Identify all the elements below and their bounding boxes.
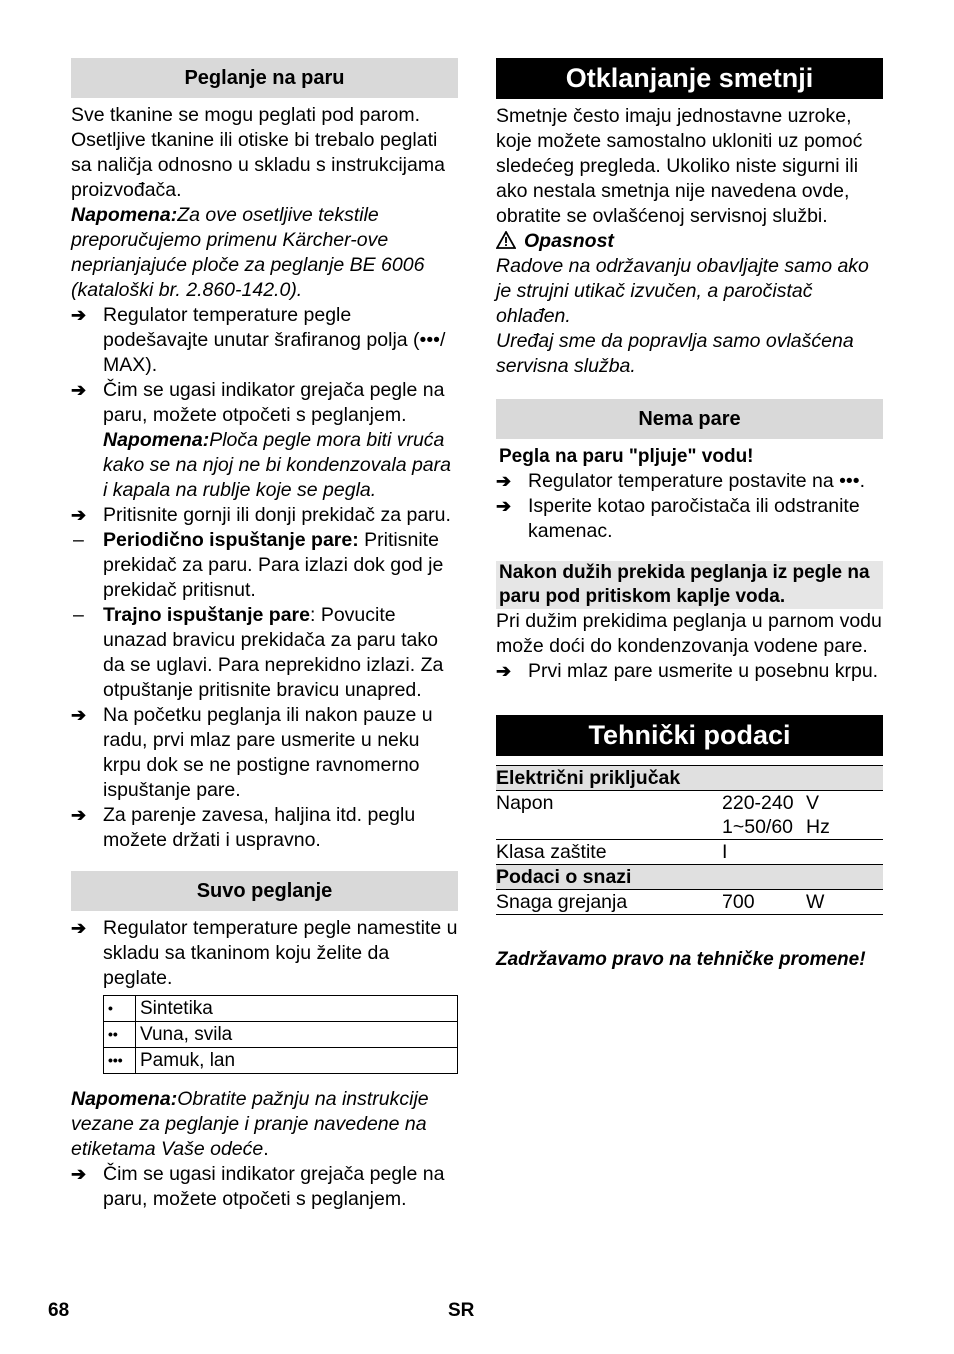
language-code: SR <box>448 1300 475 1321</box>
section-title-troubleshooting: Otklanjanje smetnji <box>496 58 883 99</box>
tech-value: I <box>722 840 806 865</box>
dots-cell: • <box>104 996 136 1022</box>
note-label: Napomena: <box>103 429 210 451</box>
list-item <box>71 916 458 991</box>
danger-text-2: Uređaj sme da popravlja samo ovlašćena servisna služba. <box>496 330 854 377</box>
table-row <box>104 1048 458 1074</box>
list-item-text: Regulator temperature postavite na •••. <box>528 470 865 492</box>
danger-text-1: Radove na održavanju obavljajte samo ako je strujni utikač izvučen, a paročistač ohlađen. <box>496 255 869 327</box>
list-item-text: Regulator temperature pegle podešavajte unutar šrafiranog polja (•••/ MAX). <box>103 304 446 376</box>
list-item <box>71 528 458 603</box>
arrow-right-icon: ➔ <box>71 705 87 725</box>
table-row <box>496 865 883 890</box>
tech-value: 1~50/60 <box>722 816 794 838</box>
dots-cell: ••• <box>104 1048 136 1074</box>
fabric-table <box>103 995 458 1074</box>
right-column <box>496 58 883 973</box>
left-column <box>71 58 458 1212</box>
list-item-text: Pritisnite gornji ili donji prekidač za paru. <box>103 504 451 526</box>
tech-unit: W <box>806 890 883 915</box>
danger-label: Opasnost <box>524 230 614 252</box>
table-row <box>496 840 883 865</box>
list-item <box>496 469 883 494</box>
list-item-text: Čim se ugasi indikator grejača pegle na paru, možete otpočeti s peglanjem. <box>103 379 445 426</box>
arrow-right-icon: ➔ <box>71 380 87 400</box>
list-item-text: Čim se ugasi indikator grejača pegle na paru, možete otpočeti s peglanjem. <box>103 1163 445 1210</box>
page-number: 68 <box>48 1300 70 1321</box>
dash-label: Trajno ispuštanje pare <box>103 604 310 626</box>
tech-group-heading: Električni priključak <box>496 766 883 791</box>
tech-label: Klasa zaštite <box>496 840 722 865</box>
arrow-right-icon: ➔ <box>71 1164 87 1184</box>
dash-label: Periodično ispuštanje pare: <box>103 529 359 551</box>
tech-unit: Hz <box>806 816 830 838</box>
list-item-text: Za parenje zavesa, haljina itd. peglu možete držati i uspravno. <box>103 804 416 851</box>
tech-unit: V <box>806 791 883 816</box>
list-item <box>71 603 458 703</box>
note-end: . <box>263 1138 269 1160</box>
no-steam-subheading: Pegla na paru "pljuje" vodu! <box>499 446 754 467</box>
section-title-dry-ironing: Suvo peglanje <box>71 871 458 911</box>
troubleshooting-intro: Smetnje često imaju jednostavne uzroke, koje možete samostalno ukloniti uz pomoć sledećeg pregleda. Ukoliko niste sigurni ili ako nestala smetnja nije navedena ovde, obratite se ovlašćenoj servisnoj službi. <box>496 105 863 227</box>
list-item <box>71 303 458 378</box>
table-row <box>496 791 883 816</box>
table-row <box>496 890 883 915</box>
arrow-right-icon: ➔ <box>496 661 512 681</box>
table-row <box>496 815 883 840</box>
tech-label: Snaga grejanja <box>496 890 722 915</box>
table-row <box>104 996 458 1022</box>
note-text: Obratite pažnju na instrukcije vezane za peglanje i pranje navedene na etiketama Vaše odeće <box>71 1088 429 1160</box>
dash-text: Pritisnite prekidač za paru. Para izlazi dok god je prekidač pritisnut. <box>103 529 444 601</box>
arrow-right-icon: ➔ <box>71 505 87 525</box>
dash-text: : Povucite unazad bravicu prekidača za paru tako da se uglavi. Para neprekidno izlazi. Za otpuštanje pritisnite bravicu unapred. <box>103 604 444 701</box>
dots-cell: •• <box>104 1022 136 1048</box>
drip-heading: Nakon dužih prekida peglanja iz pegle na paru pod pritiskom kaplje voda. <box>496 561 883 609</box>
list-item <box>71 703 458 803</box>
tech-label: Napon <box>496 791 722 816</box>
tech-value: 700 <box>722 890 806 915</box>
drip-text: Pri dužim prekidima peglanja u parnom vodu može doći do kondenzovanja vodene pare. <box>496 610 882 657</box>
list-item-text: Regulator temperature pegle namestite u skladu sa tkaninom koju želite da peglate. <box>103 917 458 989</box>
list-item <box>71 503 458 528</box>
list-item <box>71 378 458 503</box>
fabric-cell: Pamuk, lan <box>136 1048 458 1074</box>
arrow-right-icon: ➔ <box>71 918 87 938</box>
warning-triangle-icon <box>496 231 516 249</box>
list-item <box>496 659 883 684</box>
list-item <box>71 803 458 853</box>
list-item-text: Isperite kotao paročistača ili odstranite kamenac. <box>528 495 860 542</box>
list-item-text: Na početku peglanja ili nakon pauze u radu, prvi mlaz pare usmerite u neku krpu dok se ne postigne ravnomerno ispuštanje pare. <box>103 704 433 801</box>
fabric-cell: Vuna, svila <box>136 1022 458 1048</box>
dash-icon: – <box>73 604 84 626</box>
arrow-right-icon: ➔ <box>496 496 512 516</box>
arrow-right-icon: ➔ <box>496 471 512 491</box>
table-row <box>496 766 883 791</box>
dry-note <box>71 1087 458 1162</box>
note-label: Napomena: <box>71 1088 178 1110</box>
reserve-rights: Zadržavamo pravo na tehničke promene! <box>496 949 866 970</box>
tech-data-table <box>496 765 883 915</box>
section-title-tech-data: Tehnički podaci <box>496 715 883 756</box>
note-label: Napomena: <box>71 204 178 226</box>
section-title-no-steam: Nema pare <box>496 399 883 439</box>
note-text: Ploča pegle mora biti vruća kako se na njoj ne bi kondenzovala para i kapala na rublje koje se pegla. <box>103 429 451 501</box>
list-item <box>496 494 883 544</box>
dash-icon: – <box>73 529 84 551</box>
list-item <box>71 1162 458 1212</box>
list-item-text: Prvi mlaz pare usmerite u posebnu krpu. <box>528 660 879 682</box>
arrow-right-icon: ➔ <box>71 305 87 325</box>
danger-heading <box>496 229 883 254</box>
steam-intro: Sve tkanine se mogu peglati pod parom. Osetljive tkanine ili otiske bi trebalo peglati sa naličja odnosno u skladu s instrukcijama proizvođača. <box>71 104 445 201</box>
tech-value: 220-240 <box>722 791 806 816</box>
note-text: Za ove osetljive tekstile preporučujemo primenu Kärcher-ove neprianjajuće ploče za peglanje BE 6006 (kataloški br. 2.860-142.0). <box>71 204 425 301</box>
table-row <box>104 1022 458 1048</box>
tech-group-heading: Podaci o snazi <box>496 865 883 890</box>
steam-note <box>71 203 458 303</box>
plate-note <box>103 428 458 503</box>
arrow-right-icon: ➔ <box>71 805 87 825</box>
fabric-cell: Sintetika <box>136 996 458 1022</box>
section-title-steam-ironing: Peglanje na paru <box>71 58 458 98</box>
